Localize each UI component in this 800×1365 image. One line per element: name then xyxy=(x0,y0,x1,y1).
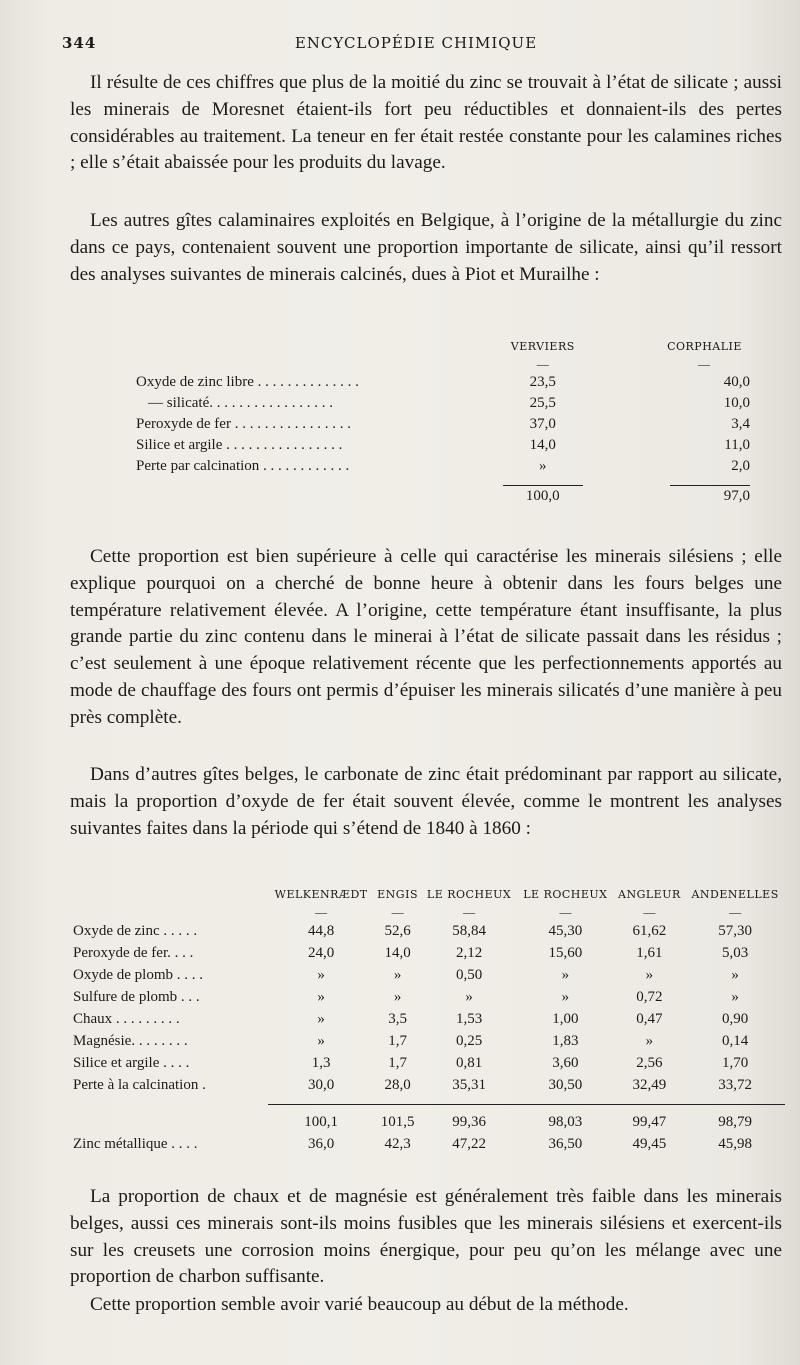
table-row xyxy=(73,1008,785,1030)
cell-value: 0,81 xyxy=(455,1054,483,1071)
column-header: LE ROCHEUX xyxy=(523,887,608,901)
row-label: Oxyde de plomb . . . . xyxy=(73,966,203,983)
cell-value: 11,0 xyxy=(724,437,750,453)
cell-value: » xyxy=(393,988,402,1005)
cell-value: » xyxy=(731,988,739,1005)
table-header-row xyxy=(73,883,785,905)
paragraph-4: Dans d’autres gîtes belges, le carbonate de zinc était prédominant par rapport au silicate, mais la proportion d’oxyde de fer était souvent élevée, comme le montrent les analyses suivantes faites dans la période qui s’étend de 1840 à 1860 : xyxy=(70,764,782,839)
totals-row xyxy=(73,1105,785,1134)
column-header: WELKENRÆDT xyxy=(274,887,368,901)
column-header: LE ROCHEUX xyxy=(426,887,512,901)
cell-value: 61,62 xyxy=(632,922,667,939)
page-number: 344 xyxy=(62,34,97,52)
cell-value: 3,5 xyxy=(388,1010,407,1027)
cell-value: 5,03 xyxy=(721,944,749,961)
total-value: 101,5 xyxy=(374,1105,421,1134)
cell-value: 3,4 xyxy=(731,416,750,432)
column-header: ENGIS xyxy=(377,887,418,901)
table-row xyxy=(136,414,800,435)
cell-value: 3,60 xyxy=(552,1054,579,1071)
header-dash: — xyxy=(536,357,549,371)
total-value: 100,0 xyxy=(503,485,583,505)
cell-value: » xyxy=(465,988,473,1005)
row-label: Magnésie. . . . . . . . xyxy=(73,1032,188,1049)
table-row xyxy=(136,393,800,414)
cell-value: 14,0 xyxy=(384,944,411,961)
row-label: Perte à la calcination . xyxy=(73,1076,206,1093)
cell-value: 42,3 xyxy=(384,1135,411,1152)
cell-value: 23,5 xyxy=(529,374,556,390)
cell-value: 52,6 xyxy=(384,922,411,939)
column-header: VERVIERS xyxy=(510,339,575,353)
column-header: ANGLEUR xyxy=(618,887,681,901)
cell-value: 2,12 xyxy=(455,944,483,961)
table-row xyxy=(73,1030,785,1052)
cell-value: 28,0 xyxy=(384,1076,411,1093)
cell-value: 36,50 xyxy=(548,1135,583,1152)
paragraph-3: Cette proportion est bien supérieure à celle qui caractérise les minerais silésiens ; elle explique pourquoi on a cherché de bonne heure à obtenir dans les fours belges une température relativement élevée. A l’origine, cette température étant insuffisante, la plus grande partie du zinc contenu dans le minerai à l’état de silicate passait dans les résidus ; c’est seulement à une époque relativement récente que les perfectionnements apportés au mode de chauffage des fours ont permis d’épuiser les minerais silicatés d’une manière à peu près complète. xyxy=(70,546,782,728)
header-dash: — xyxy=(391,905,404,919)
row-label: — silicaté. . . . . . . . . . . . . . . . . xyxy=(148,395,333,411)
running-title: ENCYCLOPÉDIE CHIMIQUE xyxy=(294,34,538,52)
paragraph-1: Il résulte de ces chiffres que plus de la moitié du zinc se trouvait à l’état de silicate ; aussi les minerais de Moresnet étaient-ils fort peu réductibles et donnaient-ils des pertes considérables au traitement. La teneur en fer était restée constante pour les calamines riches ; elle s’était abaissée pour les produits du lavage. xyxy=(70,72,782,174)
header-dash: — xyxy=(315,905,328,919)
cell-value: » xyxy=(317,1032,325,1049)
row-label: Zinc métallique . . . . xyxy=(73,1135,198,1152)
cell-value: 25,5 xyxy=(529,395,556,411)
cell-value: 47,22 xyxy=(452,1135,486,1152)
cell-value: » xyxy=(645,966,654,983)
table-row xyxy=(73,942,785,964)
row-label: Perte par calcination . . . . . . . . . . . . xyxy=(136,458,350,474)
cell-value: 36,0 xyxy=(308,1135,335,1152)
row-label: Sulfure de plomb . . . xyxy=(73,988,200,1005)
cell-value: 45,98 xyxy=(718,1135,752,1152)
cell-value: 15,60 xyxy=(548,944,583,961)
table-row xyxy=(73,1052,785,1074)
cell-value: » xyxy=(561,988,570,1005)
analysis-table-belgian-deposits xyxy=(73,883,785,1155)
cell-value: 0,90 xyxy=(721,1010,749,1027)
cell-value: » xyxy=(317,1010,325,1027)
total-value: 98,79 xyxy=(685,1105,785,1134)
row-label: Silice et argile . . . . xyxy=(73,1054,190,1071)
cell-value: 40,0 xyxy=(723,374,750,390)
row-label: Peroxyde de fer . . . . . . . . . . . . . . . . xyxy=(136,416,351,432)
total-value: 98,03 xyxy=(517,1105,613,1134)
row-label: Silice et argile . . . . . . . . . . . . . . . . xyxy=(136,437,343,453)
cell-value: 0,72 xyxy=(636,988,663,1005)
cell-value: 2,56 xyxy=(636,1054,663,1071)
cell-value: 1,83 xyxy=(552,1032,579,1049)
cell-value: 1,7 xyxy=(388,1032,407,1049)
paragraph-6: Cette proportion semble avoir varié beaucoup au début de la méthode. xyxy=(90,1294,629,1315)
cell-value: » xyxy=(393,966,402,983)
cell-value: 37,0 xyxy=(529,416,556,432)
cell-value: 57,30 xyxy=(718,922,752,939)
cell-value: 10,0 xyxy=(723,395,750,411)
cell-value: 45,30 xyxy=(548,922,583,939)
row-label: Oxyde de zinc libre . . . . . . . . . . . . . . xyxy=(136,374,359,390)
table-row xyxy=(73,920,785,942)
table-row xyxy=(136,435,800,456)
cell-value: 30,50 xyxy=(548,1076,583,1093)
table-row xyxy=(73,986,785,1008)
header-dash: — xyxy=(559,905,572,919)
header-dash: — xyxy=(729,905,742,919)
table-row xyxy=(136,372,800,393)
zinc-metal-row xyxy=(73,1133,785,1155)
row-label: Peroxyde de fer. . . . xyxy=(73,944,194,961)
cell-value: » xyxy=(317,966,325,983)
table-row xyxy=(73,964,785,986)
cell-value: 1,3 xyxy=(311,1054,331,1071)
table-row xyxy=(73,1074,785,1096)
header-dash: — xyxy=(643,905,656,919)
cell-value: 58,84 xyxy=(452,922,486,939)
cell-value: 2,0 xyxy=(731,458,750,474)
cell-value: 0,14 xyxy=(721,1032,749,1049)
column-header: CORPHALIE xyxy=(667,339,742,353)
cell-value: 35,31 xyxy=(452,1076,486,1093)
paragraph-5: La proportion de chaux et de magnésie est généralement très faible dans les minerais belges, aussi ces minerais sont-ils moins fusibles que les minerais silésiens et exercent-ils sur les creusets une corrosion moins énergique, pour peu qu’on les mélange avec une proportion de charbon suffisante. xyxy=(70,1186,782,1288)
cell-value: 1,00 xyxy=(552,1010,579,1027)
header-dash: — xyxy=(698,357,710,371)
total-value: 99,47 xyxy=(614,1105,686,1134)
cell-value: 49,45 xyxy=(632,1135,667,1152)
cell-value: » xyxy=(539,458,547,474)
cell-value: 0,50 xyxy=(455,966,483,983)
header-dash: — xyxy=(463,905,476,919)
cell-value: » xyxy=(645,1032,654,1049)
page-header xyxy=(62,34,770,58)
cell-value: » xyxy=(731,966,739,983)
row-label: Chaux . . . . . . . . . xyxy=(73,1010,180,1027)
cell-value: 30,0 xyxy=(308,1076,335,1093)
cell-value: 1,7 xyxy=(388,1054,407,1071)
total-value: 99,36 xyxy=(421,1105,517,1134)
cell-value: 14,0 xyxy=(529,437,556,453)
total-value: 100,1 xyxy=(268,1105,374,1134)
cell-value: » xyxy=(561,966,570,983)
cell-value: 1,70 xyxy=(721,1054,749,1071)
cell-value: 0,25 xyxy=(455,1032,483,1049)
cell-value: 24,0 xyxy=(308,944,335,961)
totals-row xyxy=(136,477,800,505)
cell-value: » xyxy=(317,988,325,1005)
table-row xyxy=(136,456,800,477)
column-header: ANDENELLES xyxy=(691,887,779,901)
cell-value: 1,61 xyxy=(636,944,663,961)
cell-value: 32,49 xyxy=(632,1076,667,1093)
analysis-table-verviers-corphalie xyxy=(136,335,800,505)
cell-value: 33,72 xyxy=(718,1076,752,1093)
row-label: Oxyde de zinc . . . . . xyxy=(73,922,198,939)
cell-value: 0,47 xyxy=(636,1010,663,1027)
cell-value: 1,53 xyxy=(455,1010,483,1027)
cell-value: 44,8 xyxy=(308,922,335,939)
paragraph-2: Les autres gîtes calaminaires exploités en Belgique, à l’origine de la métallurgie du zinc dans ce pays, contenaient souvent une proportion importante de silicate, ainsi qu’il ressort des analyses suivantes de minerais calcinés, dues à Piot et Murailhe : xyxy=(70,210,782,285)
total-value: 97,0 xyxy=(670,485,750,505)
